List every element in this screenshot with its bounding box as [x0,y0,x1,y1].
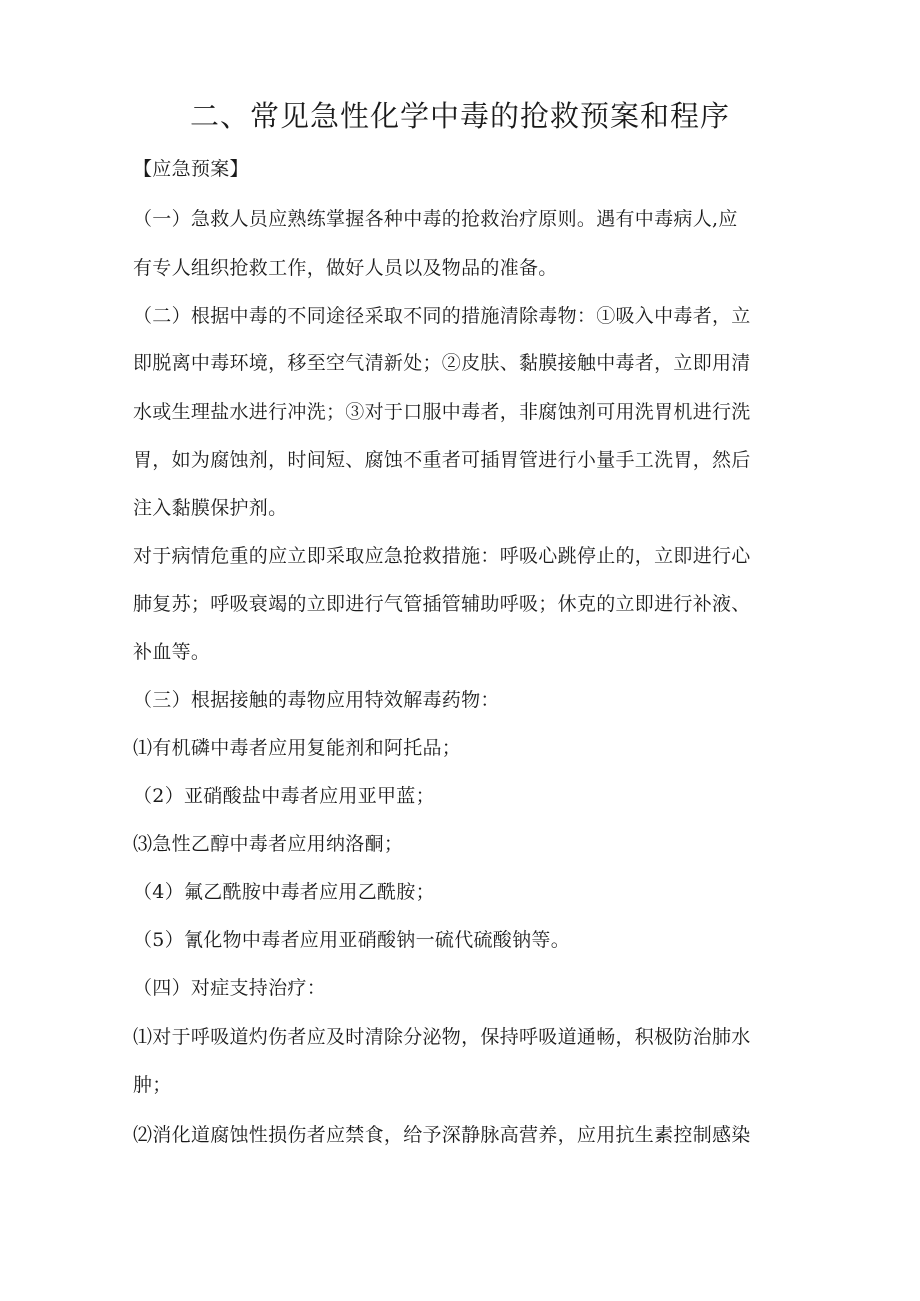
section-heading: （三）根据接触的毒物应用特效解毒药物： [133,689,500,711]
list-item: ⑶急性乙醇中毒者应用纳洛酮； [133,833,404,855]
paragraph-line: 胃，如为腐蚀剂，时间短、腐蚀不重者可插胃管进行小量手工洗胃，然后 [133,449,751,471]
paragraph-line: 肿； [133,1074,172,1096]
document-title: 二、常见急性化学中毒的抢救预案和程序 [189,99,730,133]
paragraph-line: 补血等。 [133,641,211,663]
section-heading: 【应急预案】 [133,158,249,180]
paragraph-line: 水或生理盐水进行冲洗；③对于口服中毒者，非腐蚀剂可用洗胃机进行洗 [133,401,751,423]
list-item: （5）氰化物中毒者应用亚硝酸钠一硫代硫酸钠等。 [133,929,570,951]
section-heading: （四）对症支持治疗： [133,977,327,999]
list-item: ⑴有机磷中毒者应用复能剂和阿托品； [133,737,462,759]
paragraph-line: 肺复苏；呼吸衰竭的立即进行气管插管辅助呼吸；休克的立即进行补液、 [133,593,751,615]
paragraph-line: 对于病情危重的应立即采取应急抢救措施：呼吸心跳停止的，立即进行心 [133,545,751,567]
paragraph-line: （一）急救人员应熟练掌握各种中毒的抢救治疗原则。遇有中毒病人,应 [133,208,738,230]
paragraph-line: 即脱离中毒环境，移至空气清新处；②皮肤、黏膜接触中毒者，立即用清 [133,352,751,374]
list-item: ⑵消化道腐蚀性损伤者应禁食，给予深静脉高营养，应用抗生素控制感染 [133,1124,751,1146]
list-item: （4）氟乙酰胺中毒者应用乙酰胺； [133,881,435,903]
paragraph-line: 注入黏膜保护剂。 [133,497,288,519]
paragraph-line: （二）根据中毒的不同途径采取不同的措施清除毒物：①吸入中毒者，立 [133,305,751,327]
paragraph-line: 有专人组织抢救工作，做好人员以及物品的准备。 [133,257,558,279]
list-item: ⑴对于呼吸道灼伤者应及时清除分泌物，保持呼吸道通畅，积极防治肺水 [133,1026,751,1048]
list-item: （2）亚硝酸盐中毒者应用亚甲蓝； [133,785,435,807]
